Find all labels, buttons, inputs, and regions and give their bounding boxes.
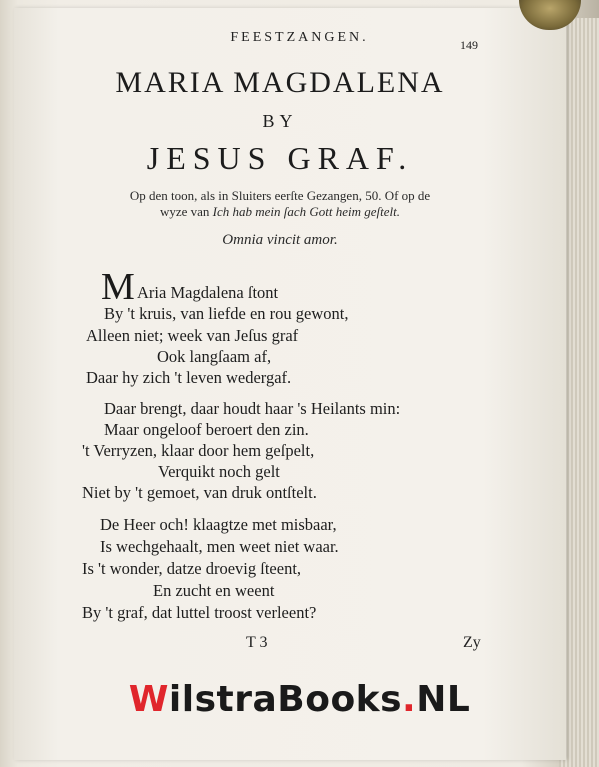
catchword: Zy — [463, 634, 481, 651]
watermark-tld: NL — [416, 679, 471, 720]
tune-note-prefix: wyze van — [159, 204, 213, 219]
verse-line: Verquikt noch gelt — [158, 462, 280, 481]
verse-line: Daar brengt, daar houdt haar 's Heilants min: — [104, 399, 401, 418]
motto: Omnia vincit amor. — [222, 232, 338, 248]
verse-line: By 't graf, dat luttel troost verleent? — [82, 603, 317, 622]
verse-line: Niet by 't gemoet, van druk ontſtelt. — [82, 483, 317, 502]
verse-line: Daar hy zich 't leven wedergaf. — [86, 368, 292, 387]
tune-note-line-1: Op den toon, als in Sluiters eerſte Gezangen, 50. Of op de — [129, 188, 431, 203]
verse-line: By 't kruis, van liefde en rou gewont, — [104, 304, 349, 323]
watermark-logo — [0, 679, 599, 720]
watermark-dot: . — [402, 679, 417, 720]
verse-line: Is wechgehaalt, men weet niet waar. — [100, 537, 339, 556]
page-number: 149 — [460, 38, 478, 52]
verse-line: En zucht en weent — [153, 581, 275, 600]
running-head: FEESTZANGEN. — [230, 30, 369, 45]
signature-mark: T 3 — [246, 634, 268, 651]
tune-note-italic: Ich hab mein ſach Gott heim geſtelt. — [212, 204, 401, 219]
verse-line: Ook langſaam af, — [157, 347, 272, 366]
title-line-3: JESUS GRAF. — [146, 140, 414, 176]
verse-line: Is 't wonder, datze droevig ſteent, — [82, 559, 302, 578]
verse-line: 't Verryzen, klaar door hem geſpelt, — [82, 441, 315, 460]
drop-cap: M — [101, 266, 135, 308]
title-line-2: BY — [262, 111, 298, 131]
verse-line: Aria Magdalena ſtont — [137, 283, 279, 302]
tune-note-line-2 — [0, 204, 560, 220]
watermark-first-letter: W — [128, 679, 169, 720]
verse-line: De Heer och! klaagtze met misbaar, — [100, 515, 337, 534]
verse-line: Maar ongeloof beroert den zin. — [104, 420, 309, 439]
title-line-1: MARIA MAGDALENA — [115, 66, 445, 99]
watermark-name: ilstraBooks — [168, 679, 403, 720]
verse-line: Alleen niet; week van Jeſus graf — [86, 326, 299, 345]
